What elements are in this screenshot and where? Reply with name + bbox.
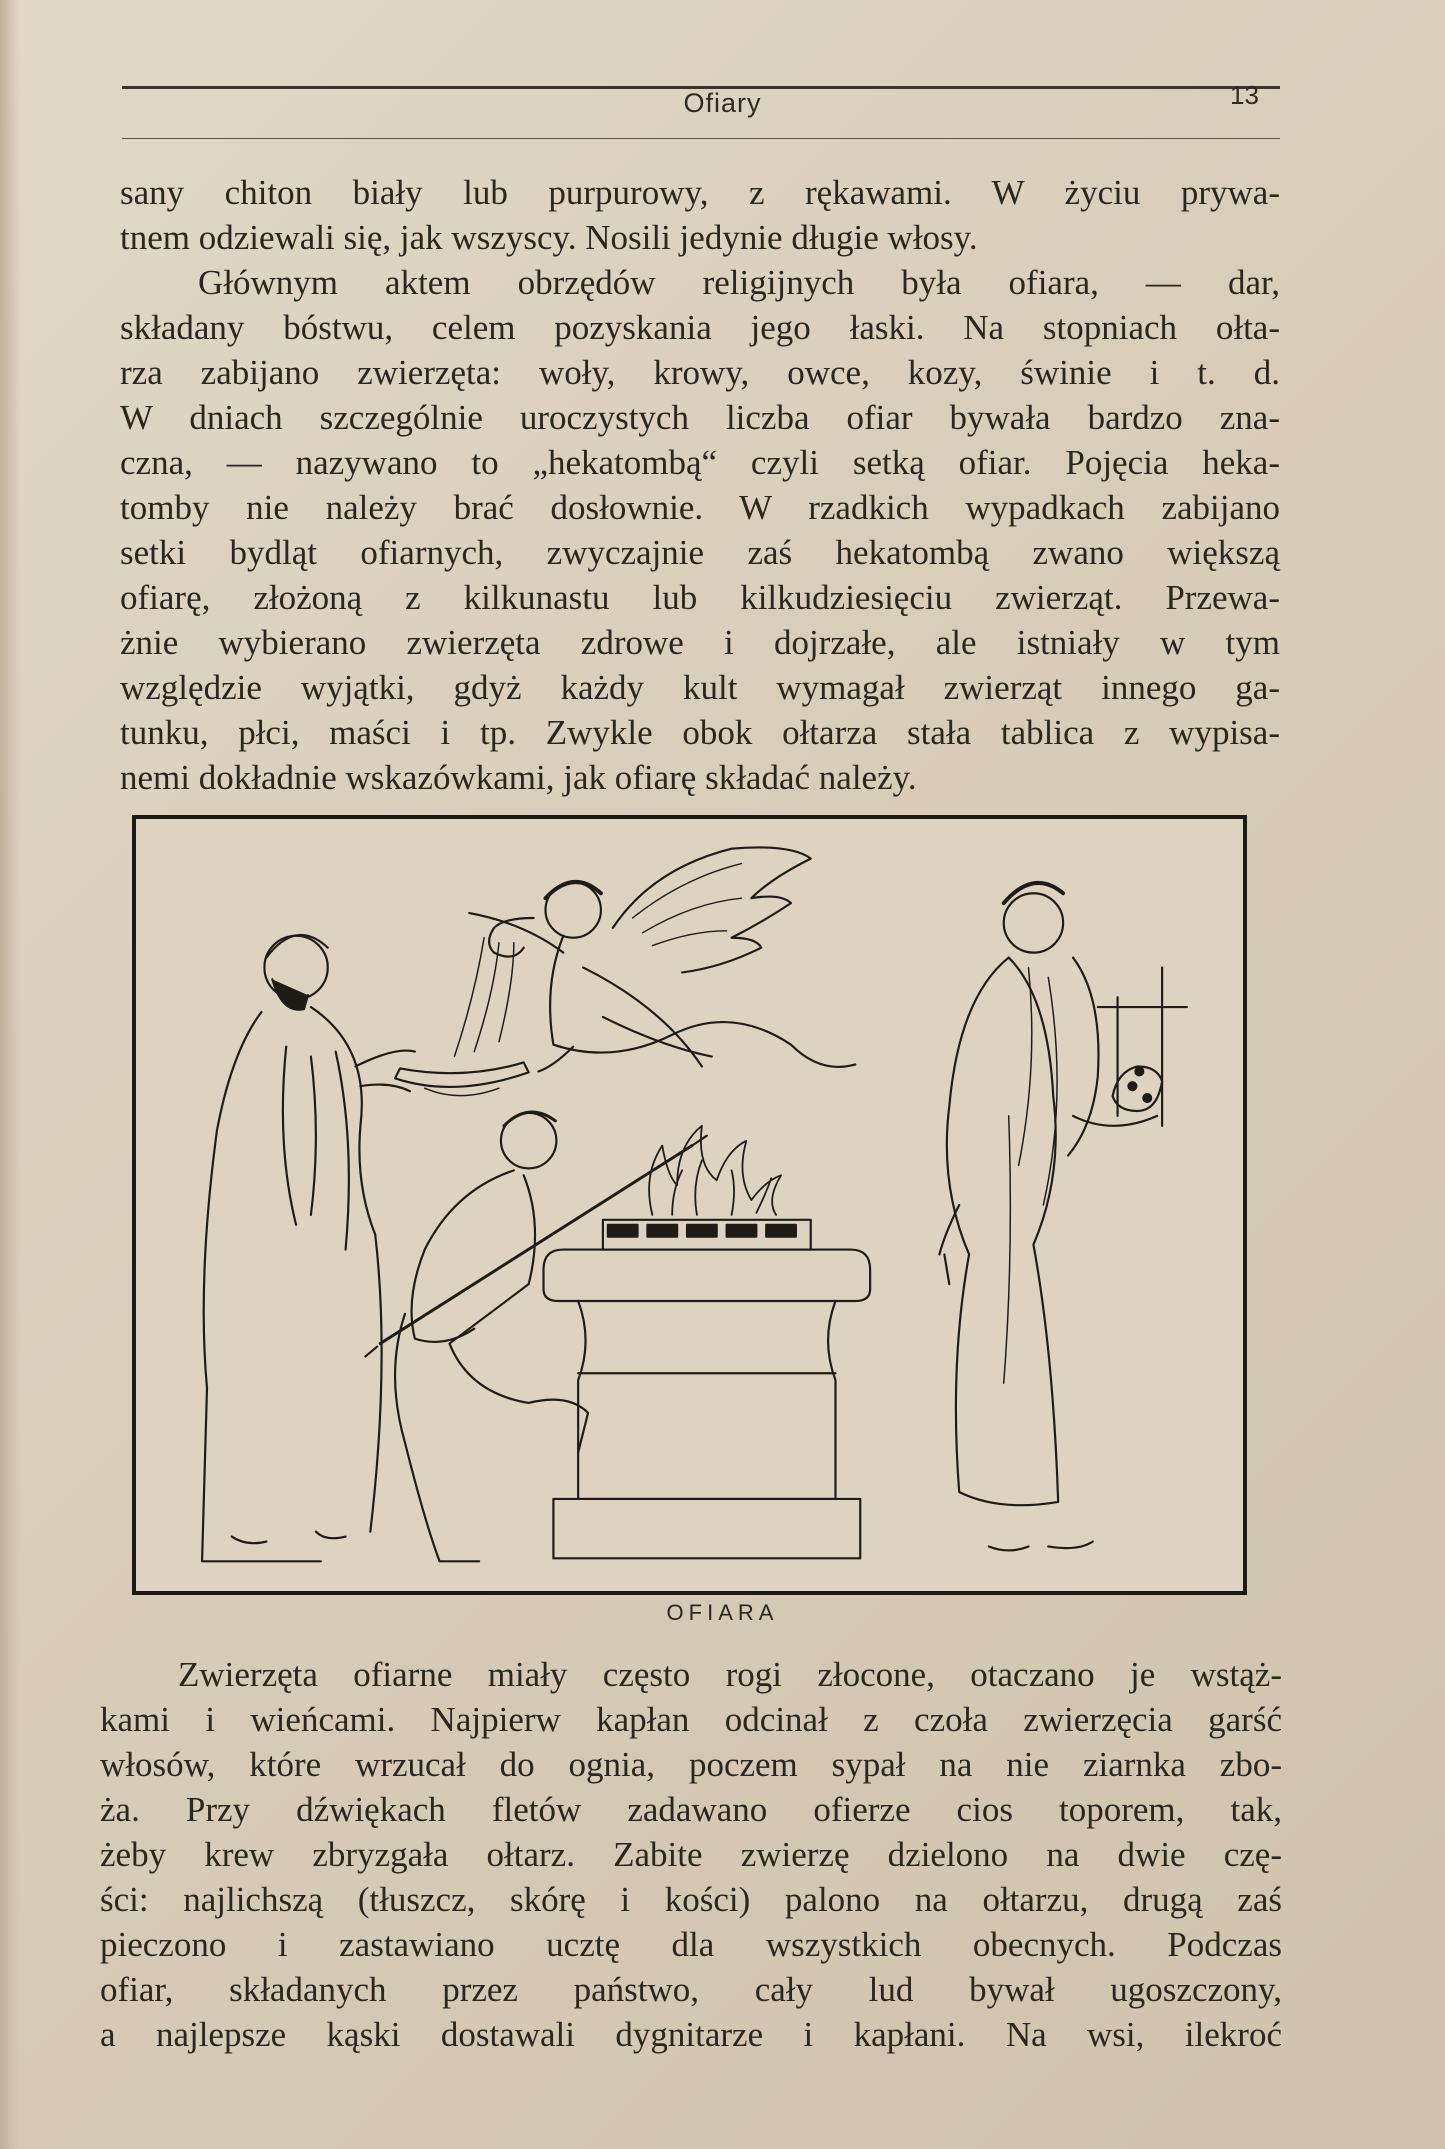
page-number: 13 [1230, 80, 1259, 110]
text-line: tomby nie należy brać dosłownie. W rzadkich wypadkach zabijano [120, 488, 1280, 527]
text-line: względzie wyjątki, gdyż każdy kult wymagał zwierząt innego ga- [120, 668, 1280, 707]
body-text-upper [120, 170, 1280, 800]
altar-fire [649, 1126, 781, 1215]
winged-victory-figure [454, 847, 855, 1071]
text-line: Zwierzęta ofiarne miały często rogi złocone, otaczano je wstąż- [178, 1655, 1282, 1694]
text-line: włosów, które wrzucał do ognia, poczem sypał na nie ziarnka zbo- [100, 1745, 1282, 1784]
text-line: tunku, płci, maści i tp. Zwykle obok ołtarza stała tablica z wypisa- [120, 713, 1280, 752]
offering-bowl [395, 1062, 529, 1095]
text-line: setki bydląt ofiarnych, zwyczajnie zaś hekatombą zwano większą [120, 533, 1280, 572]
text-line: żnie wybierano zwierzęta zdrowe i dojrzałe, ale istniały w tym [120, 623, 1280, 662]
text-line: W dniach szczególnie uroczystych liczba ofiar bywała bardzo zna- [120, 398, 1280, 437]
text-line: nemi dokładnie wskazówkami, jak ofiarę składać należy. [120, 758, 917, 797]
header-rule-bottom [122, 138, 1280, 139]
text-line: ści: najlichszą (tłuszcz, skórę i kości) palono na ołtarzu, drugą zaś [100, 1880, 1282, 1919]
altar [544, 1220, 871, 1558]
text-line: składany bóstwu, celem pozyskania jego łaski. Na stopniach ołta- [120, 308, 1280, 347]
text-line: tnem odziewali się, jak wszyscy. Nosili jedynie długie włosy. [120, 218, 978, 257]
priest-figure [202, 935, 415, 1561]
text-line: sany chiton biały lub purpurowy, z rękawami. W życiu prywa- [120, 173, 1280, 212]
text-line: a najlepsze kąski dostawali dygnitarze i kapłani. Na wsi, ilekroć [100, 2015, 1282, 2054]
text-line: ofiar, składanych przez państwo, cały lud bywał ugoszczony, [100, 1970, 1282, 2009]
running-head: Ofiary [683, 88, 762, 118]
text-line: Głównym aktem obrzędów religijnych była ofiara, — dar, [198, 263, 1280, 302]
text-line: ża. Przy dźwiękach fletów zadawano ofierze cios toporem, tak, [100, 1790, 1282, 1829]
text-line: kami i wieńcami. Najpierw kapłan odcinał z czoła zwierzęcia garść [100, 1700, 1282, 1739]
text-line: czna, — nazywano to „hekatombą“ czyli setką ofiar. Pojęcia heka- [120, 443, 1280, 482]
sacrifice-illustration [132, 815, 1247, 1595]
kneeling-youth-figure [365, 1112, 706, 1561]
text-line: pieczono i zastawiano ucztę dla wszystkich obecnych. Podczas [100, 1925, 1282, 1964]
text-line: żeby krew zbryzgała ołtarz. Zabite zwierzę dzielono na dwie czę- [100, 1835, 1282, 1874]
text-line: ofiarę, złożoną z kilkunastu lub kilkudziesięciu zwierząt. Przewa- [120, 578, 1280, 617]
lyre-player-figure [939, 883, 1186, 1550]
text-line: rza zabijano zwierzęta: woły, krowy, owce, kozy, świnie i t. d. [120, 353, 1280, 392]
figure-caption: OFIARA [666, 1600, 779, 1625]
body-text-lower [100, 1652, 1282, 2057]
